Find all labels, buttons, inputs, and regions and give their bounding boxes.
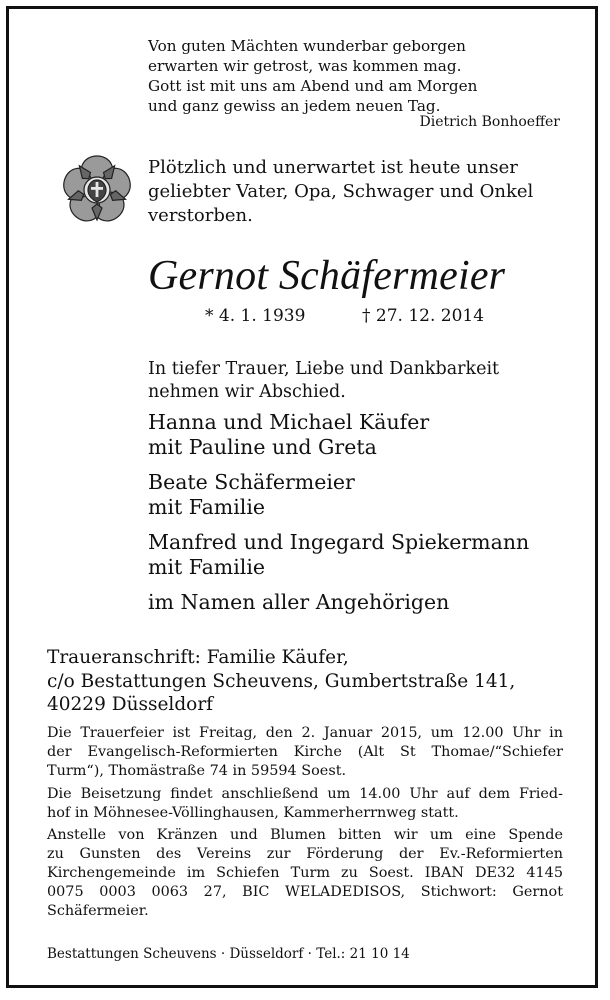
mourning-address bbox=[47, 646, 515, 717]
family-detail: mit Pauline und Greta bbox=[148, 435, 377, 459]
poem bbox=[148, 36, 477, 116]
mourning-text bbox=[148, 358, 499, 404]
address-line: Traueranschrift: Familie Käufer, bbox=[47, 647, 349, 668]
intro-line: geliebter Vater, Opa, Schwager und Onkel bbox=[148, 181, 534, 202]
poem-author: Dietrich Bonhoeffer bbox=[419, 114, 560, 130]
family-detail: mit Familie bbox=[148, 555, 266, 579]
info-line: Kirchengemeinde im Schiefen Turm zu Soest. IBAN DE32 4145 bbox=[47, 865, 563, 881]
poem-line: Gott ist mit uns am Abend und am Morgen bbox=[148, 77, 478, 95]
info-line: der Evangelisch-Reformierten Kirche (Alt St Thomae/“Schiefer bbox=[47, 744, 563, 760]
poem-line: und ganz gewiss an jedem neuen Tag. bbox=[148, 97, 441, 115]
family-entry bbox=[148, 530, 529, 580]
mourning-line: nehmen wir Abschied. bbox=[148, 382, 346, 402]
info-line: 0075 0003 0063 27, BIC WELADEDISOS, Stichwort: Gernot bbox=[47, 884, 563, 900]
info-line: Die Beisetzung findet anschließend um 14.00 Uhr auf dem Fried- bbox=[47, 786, 563, 802]
family-entry bbox=[148, 470, 355, 520]
intro-line: Plötzlich und unerwartet ist heute unser bbox=[148, 157, 518, 178]
death-date: † 27. 12. 2014 bbox=[362, 306, 485, 326]
family-name: Hanna und Michael Käufer bbox=[148, 410, 430, 434]
mourning-line: In tiefer Trauer, Liebe und Dankbarkeit bbox=[148, 359, 500, 379]
burial-info bbox=[47, 785, 563, 823]
intro-text bbox=[148, 156, 564, 228]
deceased-name: Gernot Schäfermeier bbox=[148, 253, 506, 299]
info-line: zu Gunsten des Vereins zur Förderung der Ev.-Reformierten bbox=[47, 846, 563, 862]
info-line: Schäfermeier. bbox=[47, 903, 149, 919]
luther-rose-icon bbox=[60, 146, 134, 234]
address-line: c/o Bestattungen Scheuvens, Gumbertstraße 141, bbox=[47, 670, 516, 692]
family-detail: mit Familie bbox=[148, 495, 266, 519]
family-name: Beate Schäfermeier bbox=[148, 470, 355, 494]
info-line: Anstelle von Kränzen und Blumen bitten wir um eine Spende bbox=[47, 827, 563, 843]
intro-line: verstorben. bbox=[148, 205, 253, 226]
info-line: hof in Möhnesee-Völlinghausen, Kammerherrnweg statt. bbox=[47, 805, 459, 821]
birth-date: * 4. 1. 1939 bbox=[205, 306, 306, 326]
info-line: Die Trauerfeier ist Freitag, den 2. Januar 2015, um 12.00 Uhr in bbox=[47, 725, 563, 741]
family-name: Manfred und Ingegard Spiekermann bbox=[148, 530, 530, 554]
address-line: 40229 Düsseldorf bbox=[47, 694, 214, 715]
family-entry bbox=[148, 590, 449, 615]
funeral-info bbox=[47, 724, 563, 781]
info-line: Turm“), Thomästraße 74 in 59594 Soest. bbox=[47, 763, 347, 779]
undertaker-footer: Bestattungen Scheuvens · Düsseldorf · Tel.: 21 10 14 bbox=[47, 946, 410, 962]
poem-line: erwarten wir getrost, was kommen mag. bbox=[148, 57, 462, 75]
poem-line: Von guten Mächten wunderbar geborgen bbox=[148, 37, 466, 55]
family-entry bbox=[148, 410, 429, 460]
family-name: im Namen aller Angehörigen bbox=[148, 590, 450, 614]
donation-info bbox=[47, 826, 563, 921]
